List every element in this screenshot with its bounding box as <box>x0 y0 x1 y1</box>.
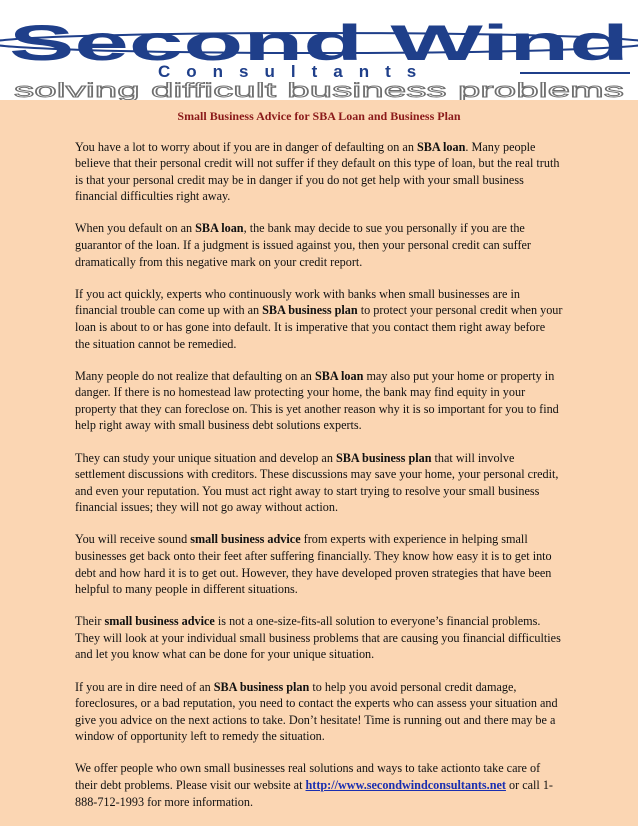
keyword-small-business-advice: small business advice <box>104 614 215 629</box>
paragraph-1: You have a lot to worry about if you are in danger of defaulting on an SBA loan. Many people believe that their personal credit will not suffer if they default on this type of loan, but the real truth is that your personal credit may be in danger if you do not get help with your small business financial difficulties right away. <box>75 139 560 204</box>
logo-wordmark <box>0 20 638 66</box>
logo-underline <box>520 72 630 74</box>
keyword-small-business-advice: small business advice <box>190 532 301 547</box>
keyword-sba-business-plan: SBA business plan <box>262 303 358 318</box>
keyword-sba-loan: SBA loan <box>195 221 244 236</box>
paragraph-2: When you default on an SBA loan, the bank may decide to sue you personally if you are the guarantor of the loan. If a judgment is issued against you, then your personal credit can suffer dramatically from this negative mark on your credit report. <box>75 221 531 269</box>
paragraph-4: Many people do not realize that defaulting on an SBA loan may also put your home or property in danger. If there is no homestead law protecting your home, the bank may find equity in your property that they can foreclose on. This is yet another reason why it is so important for you to find help right away with small business debt solutions experts. <box>75 368 559 433</box>
keyword-sba-business-plan: SBA business plan <box>213 679 310 694</box>
paragraph-9: We offer people who own small businesses real solutions and ways to take actionto take care of their debt problems. Please visit our website at http://www.secondwindconsultants.net or call 1-888-712-1993 for more information. <box>75 761 553 809</box>
logo-tagline <box>0 82 638 100</box>
paragraph-8: If you are in dire need of an SBA business plan to help you avoid personal credit damage, foreclosures, or a bad reputation, you need to contact the experts who can assess your situation and give you advice on the next actions to take. Don’t hesitate! Time is running out and there may be a window of opportunity left to remedy the situation. <box>75 679 558 744</box>
paragraph-6: You will receive sound small business advice from experts with experience in helping small businesses get back onto their feet after suffering financially. They know how easy it is to get into debt and how hard it is to get out. However, they have developed proven strategies that have been helpful to many people in different situations. <box>75 532 552 597</box>
website-link[interactable]: http://www.secondwindconsultants.net <box>305 778 506 792</box>
paragraph-5: They can study your unique situation and develop an SBA business plan that will involve settlement discussions with creditors. These discussions may save your home, your personal credit, and even your reputation. You must act right away to start trying to resolve your small business financial issues; they will not go away without action. <box>75 450 559 515</box>
logo-main-text: Second Wind <box>9 20 629 66</box>
tagline-text: solving difficult business problems <box>14 82 624 100</box>
header-banner <box>0 0 638 100</box>
document-body <box>75 108 563 826</box>
keyword-sba-loan: SBA loan <box>416 139 466 154</box>
logo-subtitle: Consultants <box>158 62 433 81</box>
paragraph-7: Their small business advice is not a one-size-fits-all solution to everyone’s financial problems. They will look at your individual small business problems that are causing you financial difficulties and let you know what can be done for your unique situation. <box>75 614 561 662</box>
keyword-sba-business-plan: SBA business plan <box>335 450 432 465</box>
paragraph-3: If you act quickly, experts who continuously work with banks when small businesses are in financial trouble can come up with an SBA business plan to protect your personal credit when your loan is about to or has gone into default. It is imperative that you contact them right away before the situation cannot be remedied. <box>75 286 563 351</box>
keyword-sba-loan: SBA loan <box>314 368 364 383</box>
page-title: Small Business Advice for SBA Loan and Business Plan <box>177 109 461 123</box>
